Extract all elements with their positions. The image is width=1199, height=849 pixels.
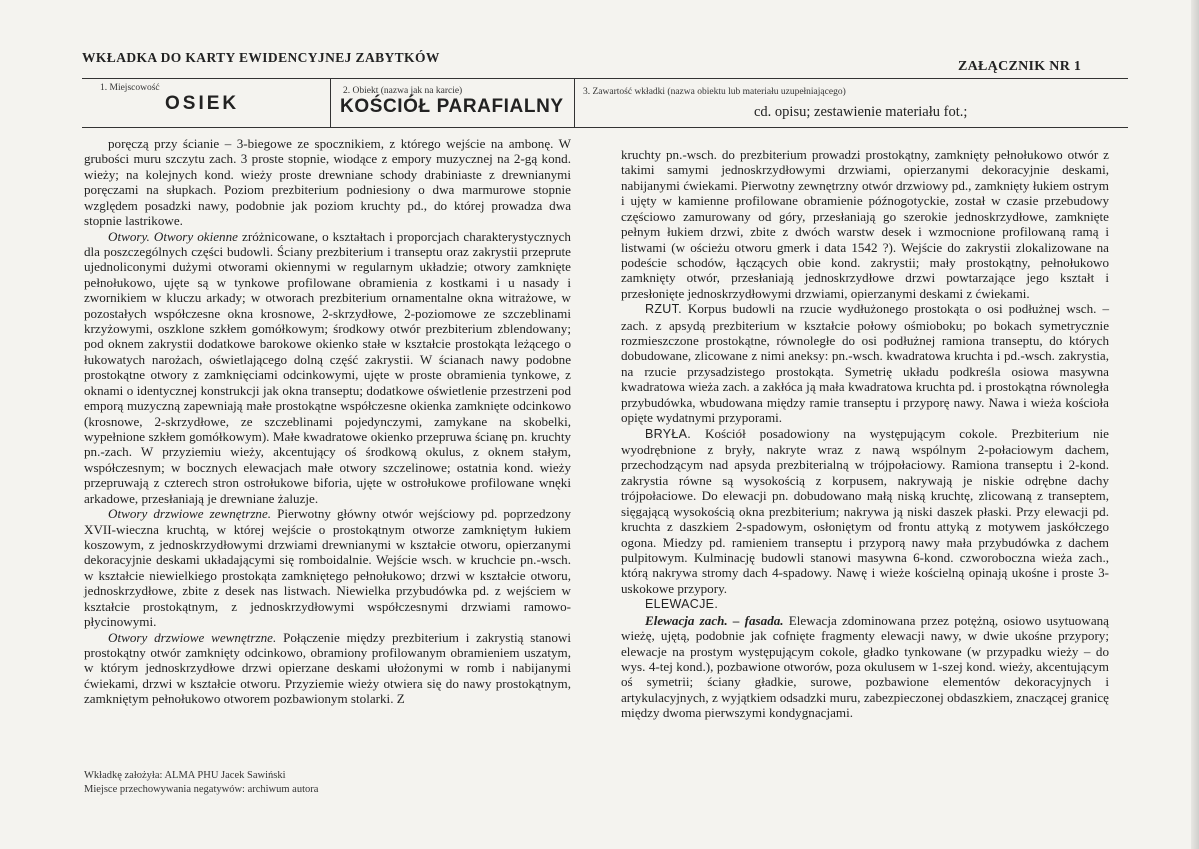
contents-value: cd. opisu; zestawienie materiału fot.; <box>754 104 968 120</box>
field-divider-1 <box>330 78 331 127</box>
object-value: KOŚCIÓŁ PARAFIALNY <box>340 96 564 117</box>
subsection-exterior-doors: Otwory drzwiowe zewnętrzne. <box>108 506 272 522</box>
field-divider-2 <box>574 78 575 127</box>
contents-label: 3. Zawartość wkładki (nazwa obiektu lub materiału uzupełniającego) <box>583 87 846 97</box>
subsection-windows: Otwory okienne <box>153 228 238 244</box>
massing-text: Kościół posadowiony na występującym cokole. Prezbiterium nie wyodrębnione z bryły, nakryte wraz z nawą wspólnym 2-połaciowym dachem, przechodzącym nad apsyda prezbiterialną w trójpołaciowy. Ramiona transeptu i 2-kond. zakrystia równe są wysokością z korpusem, nakrywają je niskie odrębne dachy trójpołaciowe. Do elewacji pn. dobudowano małą niską kruchtę, zlicowaną z transeptem, sięgającą wysokością okna prezbiterium; nakrywa ją niski daszek płaski. Przy elewacji pd. kruchta z daszkiem 2-spadowym, osłoniętym od frontu attyką z motywem jaskółczego ogona. Miedzy pd. ramieniem transeptu i przyporą nawy mała przybudówka z dachem pulpitowym. Kulminację budowli stanowi masywna 6-kond. czworoboczna wieża zach., którą nakrywa stromy dach 4-spadowy. Nawę i wieże kościelną opinają ukośne i proste 3-uskokowe przypory. <box>621 425 1109 596</box>
paragraph-exterior-doors <box>84 506 571 629</box>
section-heading-elevations: ELEWACJE. <box>645 597 719 612</box>
attachment-number: ZAŁĄCZNIK NR 1 <box>958 59 1082 74</box>
document-title: WKŁADKA DO KARTY EWIDENCYJNEJ ZABYTKÓW <box>82 50 440 65</box>
locality-value: OSIEK <box>165 93 240 114</box>
paragraph-massing <box>621 426 1109 597</box>
object-label: 2. Obiekt (nazwa jak na karcie) <box>343 86 463 96</box>
paragraph-west-facade <box>621 613 1109 721</box>
west-facade-text: Elewacja zdominowana przez potężną, osiowo usytuowaną wieżę, ujętą, podobnie jak cofnięte fragmenty elewacji nawy, w dwie ukośne przypory; elewacje na prostym występującym cokole, gładko tynkowane (w przypadku wieży – do wys. 4-tej kond.), pozbawione otworów, poza okulusem w 1-szej kond. wieży, akcentującym oś symetrii; ściany gładkie, surowe, pozbawione elementów dekoracyjnych i artykulacyjnych, z wyjątkiem odsadzki muru, zabezpieczonej obdaszkiem, znaczącej granicę między dwoma pierwszymi kondygnacjami. <box>621 612 1109 721</box>
paragraph-stairs: poręczą przy ścianie – 3-biegowe ze spocznikiem, z którego wejście na ambonę. W grubości muru szczytu zach. 3 proste stopnie, wiodące z empory muzycznej na 2-gą kond. wieży; na kolejnych kond. wieży proste drewniane schody drabiniaste z drewnianymi poręczami na słupkach. Poziom prezbiterium podniesiony o dwa marmurowe stopnie względem posadzki nawy, podobnie jak poziom kruchty pd., do której prowadza dwa stopnie lastrikowe. <box>84 136 571 229</box>
page-edge <box>1191 0 1199 849</box>
windows-text: zróżnicowane, o kształtach i proporcjach charakterystycznych dla poszczególnych części budowli. Ściany prezbiterium i transeptu oraz zakrystii przeprute ujednoliconymi dużymi otworami okiennymi w regularnym układzie; otwory zamknięte pełnołukowo, ujęte są w tynkowe profilowane obramienia z kostkami i u nasady i zwornikiem w kluczu arkady; w otworach prezbiterium ornamentalne okna witrażowe, w pozostałych współczesne okna krosnowe, 2-skrzydłowe, 2-poziomowe ze szczeblinami krzyżowymi, oszklone szkłem gomółkowym; środkowy otwór prezbiterium zblendowany; pod oknem zakrystii dodatkowe barokowe okienko stałe w kształcie prostokąta leżącego o łukowatych narożach, oświetlającego dolną część zakrystii. W ścianach nawy podobne prostokątne otwory z zamknięciami odcinkowymi, ujęte w proste obramienia tynkowe, z oknami o identycznej konstrukcji jak okna transeptu; dodatkowe oświetlenie przestrzeni pod emporą muzyczną zapewniają małe prostokątne współczesne okienka zamknięte odcinkowo (krosnowe, 2-skrzydłowe, ze szczeblinami pojedynczymi, zamykane na skobelki, wypełnione szkłem gomółkowym). Małe kwadratowe okienko przepruwa ścianę pn. kruchty pn.-zach. W przyziemiu wieży, akcentujący oś środkową okulus, z oknem stałym, współczesnym; w bocznych elewacjach małe otwory szczelinowe; ostatnia kond. wieży przepruwają z czterech stron ostrołukowe biforia, ujęte w ostrołukowe profilowane wnęki arkadowe, przesłaniają je drewniane żaluzje. <box>84 228 571 506</box>
section-heading-openings: Otwory. <box>108 228 150 244</box>
subsection-interior-doors: Otwory drzwiowe wewnętrzne. <box>108 629 277 645</box>
footer-archive: Miejsce przechowywania negatywów: archiwum autora <box>84 784 319 795</box>
header-rule-bottom <box>82 127 1128 128</box>
paragraph-elevations-heading <box>621 596 1109 612</box>
section-heading-massing: BRYŁA. <box>645 426 692 441</box>
footer-author: Wkładkę założyła: ALMA PHU Jacek Sawiński <box>84 770 286 781</box>
subsection-west-facade: Elewacja zach. – fasada. <box>645 612 784 628</box>
paragraph-porch-doors: kruchty pn.-wsch. do prezbiterium prowadzi prostokątny, zamknięty pełnołukowo otwór z takimi samymi jednoskrzydłowymi drzwiami, opierzanymi dekoracyjnie deskami, nabijanymi ćwiekami. Pierwotny zewnętrzny otwór drzwiowy pd., zamknięty łukiem ostrym i ujęty w kamienne profilowane obramienie późnogotyckie, został w czasie przebudowy częściowo zamurowany od góry, przesłaniają go szerokie jednoskrzydłowe, zamknięte pełnym łukiem drzwi, zbite z dwóch warstw desek i wzmocnione profilowaną ramą i listwami (w ościeżu otworu gmerk i data 1542 ?). Wejście do zakrystii zlokalizowane na podeście schodów, łączących obie kond. zakrystii; mały prostokątny, pełnołukowo zamknięty otwór, przesłaniają jednoskrzydłowe drzwi powtarzające jego kształt i przesłonięte jednoskrzydłowymi drzwiami, opierzanymi deskami z ćwiekami. <box>621 147 1109 301</box>
interior-doors-text: Połączenie między prezbiterium i zakrystią stanowi prostokątny otwór zamknięty odcinkowo, obramiony profilowanym obramieniem uszatym, w którym jednoskrzydłowe drzwi opierzane deskami ułożonymi w romb i nabijanymi ćwiekami, drzwi w kształcie otworu. Przyziemie wieży otwiera się do nawy prostokątnym, zamkniętym pełnołukowo otworem pozbawionym stolarki. Z <box>84 629 571 707</box>
paragraph-openings <box>84 229 571 507</box>
paragraph-plan <box>621 301 1109 425</box>
plan-text: Korpus budowli na rzucie wydłużonego prostokąta o osi podłużnej wsch. – zach. z apsydą prezbiterium w kształcie połowy ośmioboku; po bokach symetrycznie rozmieszczone prostokątne, równoległe do osi podłużnej ramiona transeptu, do których dobudowane, zlicowane z nimi aneksy: pn.-wsch. kwadratowa kruchta i pd.-wsch. zakrystia, na rzucie przysadzistego prostokąta. Symetrię układu podkreśla osiowa masywna kwadratowa wieża zach. a zakłóca ją mała kwadratowa kruchta pd. i prostokątna równoległa przybudówka, wbudowana między ramie transeptu i przyporę nawy. Nawa i wieża kościoła opięte wydatnymi przyporami. <box>621 301 1109 426</box>
locality-label: 1. Miejscowość <box>100 83 160 93</box>
exterior-doors-text: Pierwotny główny otwór wejściowy pd. poprzedzony XVII-wieczna kruchtą, w której wejście o prostokątnym otworze zamkniętym łukiem koszowym, z jednoskrzydłowymi drzwiami drewnianymi w kształcie otworu, opierzanymi dekoracyjnie deskami układającymi się romboidalnie. Wejście wsch. w kruchcie pn.-wsch. w kształcie niewielkiego prostokąta zamkniętego pełnołukowo; drzwi w kształcie otworu, jednoskrzydłowe, zbite z desek nas listwach. Niewielka przybudówka pd. z wejściem w kształcie prostokątnym, z jednoskrzydłowymi współczesnymi drzwiami ramowo-płycinowymi. <box>84 506 571 630</box>
left-text-column <box>84 136 571 707</box>
paragraph-interior-doors <box>84 630 571 707</box>
section-heading-plan: RZUT. <box>645 302 682 317</box>
right-text-column <box>621 147 1109 721</box>
header-rule-top <box>82 78 1128 79</box>
